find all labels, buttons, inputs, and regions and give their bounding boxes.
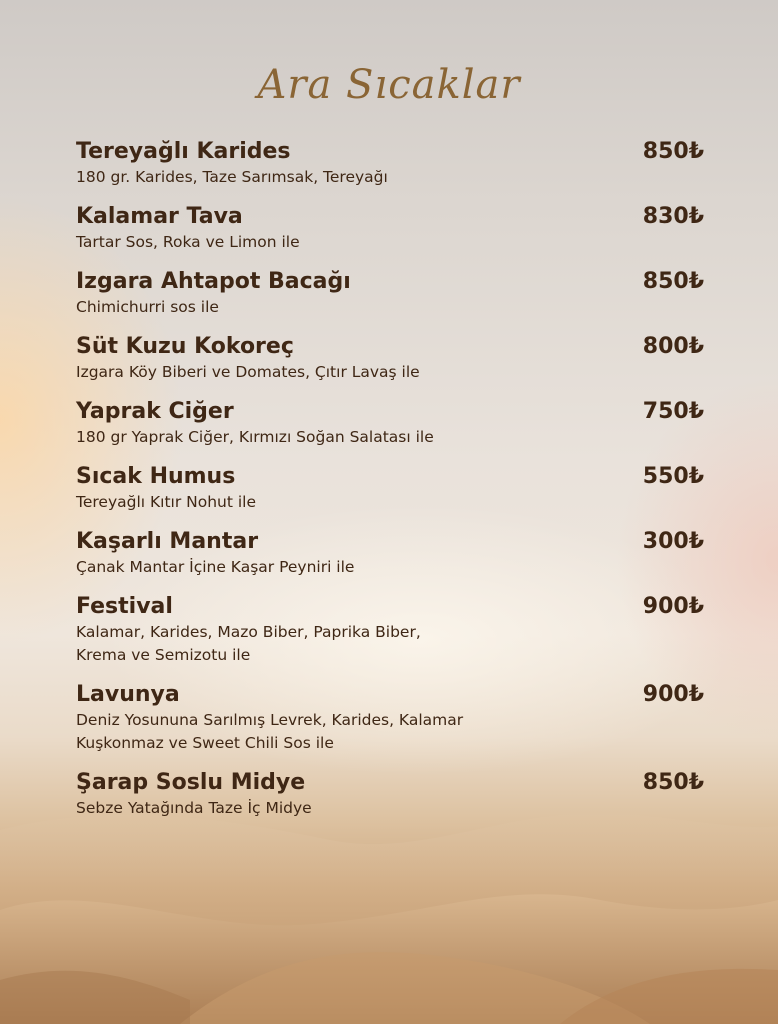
menu-item <box>76 268 704 319</box>
item-name: Şarap Soslu Midye <box>76 770 306 795</box>
menu-item <box>76 593 704 667</box>
menu-list <box>76 138 704 834</box>
item-description: Sebze Yatağında Taze İç Midye <box>76 799 312 817</box>
item-price: 850₺ <box>642 269 704 294</box>
item-name: Kaşarlı Mantar <box>76 529 259 554</box>
menu-item <box>76 398 704 449</box>
item-name: Festival <box>76 594 173 619</box>
item-name: Kalamar Tava <box>76 204 243 229</box>
item-name: Sıcak Humus <box>76 464 236 489</box>
item-description: Tereyağlı Kıtır Nohut ile <box>76 493 257 511</box>
item-price: 550₺ <box>642 464 704 489</box>
item-price: 830₺ <box>642 204 704 229</box>
menu-title: Ara Sıcaklar <box>257 62 521 108</box>
item-description: 180 gr. Karides, Taze Sarımsak, Tereyağı <box>76 168 388 186</box>
menu-item <box>76 528 704 579</box>
item-description: Tartar Sos, Roka ve Limon ile <box>76 233 300 251</box>
item-name: Yaprak Ciğer <box>76 399 234 424</box>
item-price: 900₺ <box>642 594 704 619</box>
item-price: 300₺ <box>642 529 704 554</box>
menu-item <box>76 769 704 820</box>
item-description: Kalamar, Karides, Mazo Biber, Paprika Biber, Krema ve Semizotu ile <box>76 623 421 664</box>
menu-item <box>76 138 704 189</box>
item-price: 850₺ <box>642 139 704 164</box>
menu-item <box>76 203 704 254</box>
item-description: Chimichurri sos ile <box>76 298 219 316</box>
item-price: 900₺ <box>642 682 704 707</box>
item-description: Deniz Yosununa Sarılmış Levrek, Karides, Kalamar Kuşkonmaz ve Sweet Chili Sos ile <box>76 711 464 752</box>
item-price: 850₺ <box>642 770 704 795</box>
item-name: Süt Kuzu Kokoreç <box>76 334 294 359</box>
item-name: Izgara Ahtapot Bacağı <box>76 269 351 294</box>
item-name: Tereyağlı Karides <box>76 139 291 164</box>
item-price: 800₺ <box>642 334 704 359</box>
item-price: 750₺ <box>642 399 704 424</box>
item-name: Lavunya <box>76 682 180 707</box>
item-description: 180 gr Yaprak Ciğer, Kırmızı Soğan Salatası ile <box>76 428 434 446</box>
item-description: Izgara Köy Biberi ve Domates, Çıtır Lavaş ile <box>76 363 420 381</box>
menu-item <box>76 463 704 514</box>
item-description: Çanak Mantar İçine Kaşar Peyniri ile <box>76 558 355 576</box>
menu-item <box>76 333 704 384</box>
menu-item <box>76 681 704 755</box>
